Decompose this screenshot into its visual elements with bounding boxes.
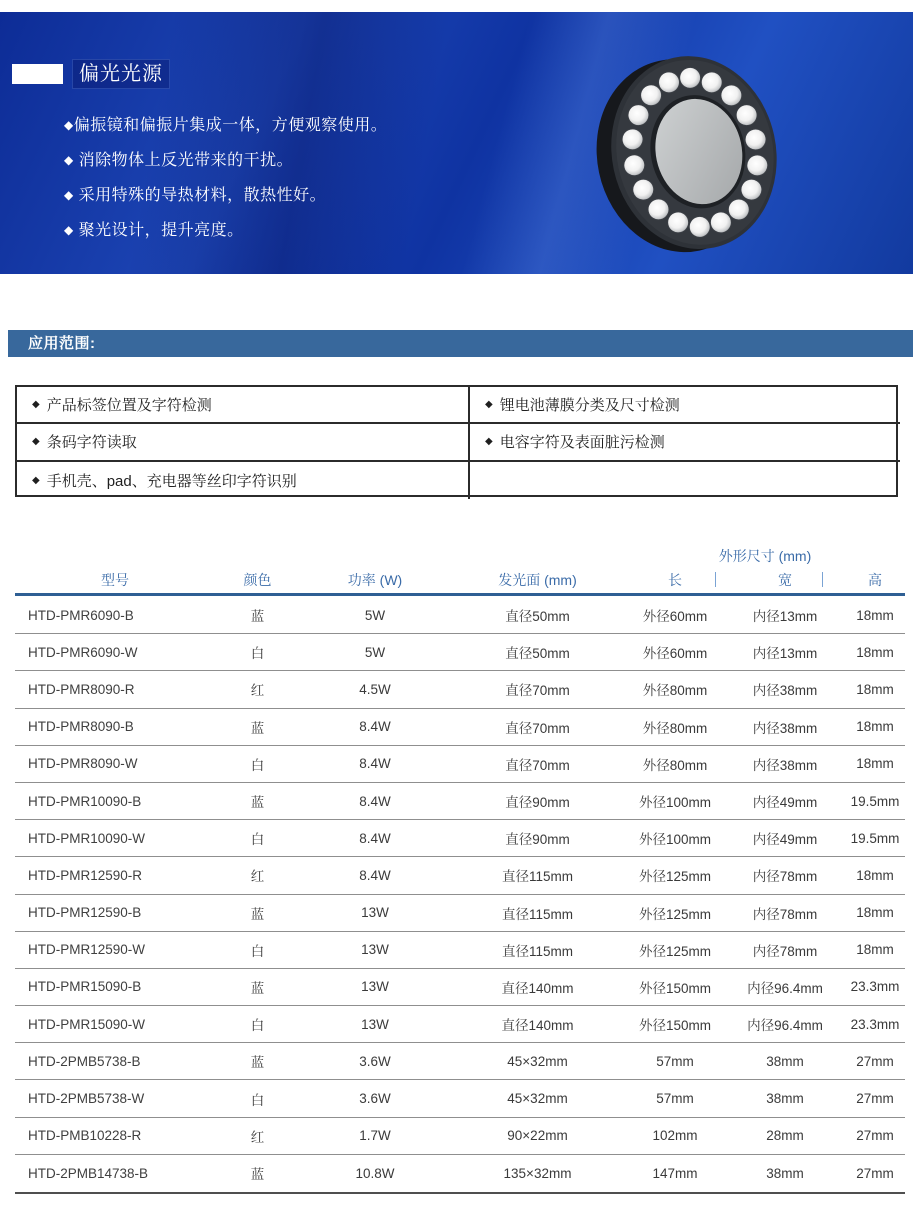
cell-width: 内径38mm [752, 757, 818, 773]
cell-height: 19.5mm [850, 830, 900, 846]
table-row [15, 597, 905, 634]
cell-length: 外径125mm [638, 906, 711, 922]
diamond-icon: ◆ [485, 399, 493, 411]
cell-height: 18mm [856, 756, 894, 772]
cell-surface: 直径90mm [505, 795, 570, 811]
cell-color: 蓝 [250, 980, 265, 996]
cell-power: 8.4W [359, 867, 391, 883]
cell-color: 白 [250, 1018, 265, 1034]
diamond-icon: ◆ [32, 436, 40, 448]
table-row [15, 709, 905, 746]
cell-surface: 直径115mm [501, 943, 573, 959]
cell-color: 红 [250, 1129, 265, 1145]
header-divider [822, 572, 823, 587]
cell-width: 内径38mm [752, 683, 818, 699]
cell-height: 18mm [856, 867, 894, 883]
cell-height: 23.3mm [850, 1016, 900, 1032]
cell-width: 内径13mm [752, 646, 818, 662]
cell-model: HTD-PMR15090-W [28, 1016, 146, 1032]
cell-length: 外径125mm [638, 869, 711, 885]
feature-list [64, 108, 387, 248]
cell-height: 27mm [856, 1165, 894, 1181]
cell-width: 38mm [766, 1091, 804, 1107]
table-row [15, 932, 905, 969]
table-row [15, 857, 905, 894]
header-rule [15, 593, 905, 596]
cell-power: 13W [361, 942, 389, 958]
diamond-icon: ◆ [32, 474, 40, 486]
feature-text: 消除物体上反光带来的干扰。 [73, 152, 294, 169]
cell-surface: 直径115mm [501, 869, 573, 885]
diamond-icon: ◆ [64, 118, 74, 132]
feature-item [64, 178, 387, 213]
cell-surface: 90×22mm [507, 1128, 568, 1144]
diamond-icon: ◆ [64, 223, 74, 237]
application-text: 产品标签位置及字符检测 [46, 397, 212, 415]
table-row [15, 820, 905, 857]
cell-surface: 直径70mm [505, 757, 570, 773]
application-cell [470, 387, 900, 424]
col-header-model: 型号 [101, 572, 129, 588]
cell-model: HTD-PMR8090-B [28, 719, 134, 735]
cell-model: HTD-PMR8090-W [28, 756, 138, 772]
cell-color: 白 [250, 943, 265, 959]
cell-power: 8.4W [359, 719, 391, 735]
table-row [15, 634, 905, 671]
cell-power: 5W [364, 644, 386, 660]
cell-length: 外径80mm [642, 683, 708, 699]
application-text: 锂电池薄膜分类及尺寸检测 [499, 397, 680, 415]
feature-item [64, 143, 387, 178]
cell-color: 蓝 [250, 1167, 265, 1183]
application-cell [470, 462, 900, 499]
ring-light-group [595, 48, 787, 258]
feature-item [64, 108, 387, 143]
cell-surface: 直径140mm [501, 1018, 574, 1034]
cell-height: 27mm [856, 1128, 894, 1144]
table-row [15, 1006, 905, 1043]
diamond-icon: ◆ [64, 188, 74, 202]
cell-width: 内径49mm [752, 832, 818, 848]
col-header-surface: 发光面 (mm) [498, 572, 577, 588]
col-header-height: 高 [868, 572, 882, 588]
cell-color: 蓝 [250, 720, 265, 736]
cell-power: 3.6W [359, 1091, 391, 1107]
feature-item [64, 213, 387, 248]
cell-model: HTD-PMR12590-R [28, 867, 143, 883]
col-header-width: 宽 [778, 572, 792, 588]
cell-length: 外径100mm [638, 832, 711, 848]
application-cell [17, 424, 470, 461]
cell-model: HTD-PMR15090-B [28, 979, 142, 995]
cell-length: 外径80mm [642, 757, 708, 773]
table-row [15, 1043, 905, 1080]
cell-power: 10.8W [355, 1165, 395, 1181]
cell-model: HTD-2PMB14738-B [28, 1165, 149, 1181]
cell-width: 内径78mm [752, 943, 818, 959]
cell-width: 内径96.4mm [747, 1018, 823, 1034]
cell-color: 白 [250, 1092, 265, 1108]
cell-height: 18mm [856, 607, 894, 623]
cell-height: 18mm [856, 905, 894, 921]
cell-width: 内径78mm [752, 869, 818, 885]
cell-length: 57mm [656, 1053, 694, 1069]
cell-power: 3.6W [359, 1053, 391, 1069]
cell-model: HTD-PMR12590-W [28, 942, 146, 958]
cell-surface: 直径70mm [505, 720, 570, 736]
cell-width: 内径78mm [752, 906, 818, 922]
cell-length: 外径60mm [642, 609, 708, 625]
application-text: 手机壳、pad、充电器等丝印字符识别 [46, 472, 297, 490]
cell-length: 102mm [652, 1128, 698, 1144]
application-text: 条码字符读取 [46, 434, 137, 452]
cell-height: 27mm [856, 1053, 894, 1069]
applications-section-header: 应用范围: [8, 330, 913, 357]
table-row [15, 969, 905, 1006]
application-cell [470, 424, 900, 461]
cell-model: HTD-PMR6090-W [28, 644, 138, 660]
header-divider [715, 572, 716, 587]
cell-color: 蓝 [250, 1055, 265, 1071]
cell-surface: 直径115mm [501, 906, 573, 922]
table-row [15, 746, 905, 783]
cell-width: 38mm [766, 1053, 804, 1069]
cell-color: 白 [250, 646, 265, 662]
cell-length: 外径150mm [638, 1018, 711, 1034]
cell-surface: 直径140mm [501, 980, 574, 996]
col-header-length: 长 [668, 572, 682, 588]
col-header-power: 功率 (W) [347, 572, 403, 588]
cell-model: HTD-PMR8090-R [28, 681, 135, 697]
table-row [15, 1118, 905, 1155]
feature-text: 偏振镜和偏振片集成一体，方便观察使用。 [73, 117, 388, 134]
cell-power: 13W [361, 1016, 389, 1032]
cell-color: 红 [250, 683, 265, 699]
cell-height: 18mm [856, 719, 894, 735]
table-row [15, 671, 905, 708]
col-header-color: 颜色 [243, 572, 272, 588]
cell-color: 白 [250, 832, 265, 848]
cell-model: HTD-PMR10090-B [28, 793, 142, 809]
cell-width: 内径13mm [752, 609, 818, 625]
applications-table [15, 385, 898, 497]
cell-length: 外径150mm [638, 980, 711, 996]
cell-surface: 直径70mm [505, 683, 570, 699]
cell-length: 外径80mm [642, 720, 708, 736]
cell-length: 外径125mm [638, 943, 711, 959]
cell-length: 外径60mm [642, 646, 708, 662]
diamond-icon: ◆ [32, 399, 40, 411]
cell-power: 1.7W [359, 1128, 391, 1144]
cell-model: HTD-PMR6090-B [28, 607, 134, 623]
cell-length: 57mm [656, 1091, 694, 1107]
cell-surface: 45×32mm [507, 1091, 568, 1107]
cell-height: 23.3mm [850, 979, 900, 995]
cell-color: 红 [250, 869, 265, 885]
spec-table-header-row [15, 570, 905, 590]
cell-length: 147mm [652, 1165, 698, 1181]
cell-model: HTD-2PMB5738-W [28, 1091, 145, 1107]
cell-power: 5W [364, 607, 386, 623]
table-row [15, 895, 905, 932]
cell-model: HTD-PMR10090-W [28, 830, 146, 846]
dimension-group-header: 外形尺寸 (mm) [718, 548, 812, 564]
cell-power: 13W [361, 905, 389, 921]
cell-model: HTD-PMB10228-R [28, 1128, 142, 1144]
diamond-icon: ◆ [485, 436, 493, 448]
cell-power: 8.4W [359, 756, 391, 772]
cell-model: HTD-2PMB5738-B [28, 1053, 141, 1069]
cell-power: 8.4W [359, 830, 391, 846]
banner-white-chip [12, 64, 63, 84]
page-title: 偏光光源 [72, 59, 170, 89]
diamond-icon: ◆ [64, 153, 74, 167]
cell-height: 18mm [856, 681, 894, 697]
cell-height: 18mm [856, 644, 894, 660]
cell-power: 8.4W [359, 793, 391, 809]
cell-surface: 直径50mm [505, 609, 570, 625]
ring-light-product-image [595, 48, 787, 258]
cell-power: 13W [361, 979, 389, 995]
product-banner [0, 12, 913, 274]
cell-color: 白 [250, 757, 265, 773]
cell-width: 内径49mm [752, 795, 818, 811]
cell-color: 蓝 [250, 609, 265, 625]
application-cell [17, 387, 470, 424]
cell-model: HTD-PMR12590-B [28, 905, 142, 921]
feature-text: 采用特殊的导热材料，散热性好。 [73, 187, 327, 204]
cell-height: 19.5mm [850, 793, 900, 809]
cell-surface: 135×32mm [503, 1165, 572, 1181]
spec-table-body [15, 597, 905, 1194]
cell-surface: 直径50mm [505, 646, 570, 662]
application-text: 电容字符及表面脏污检测 [499, 434, 665, 452]
cell-color: 蓝 [250, 795, 265, 811]
cell-height: 27mm [856, 1091, 894, 1107]
table-row [15, 1155, 905, 1192]
cell-length: 外径100mm [638, 795, 711, 811]
cell-width: 内径96.4mm [747, 980, 823, 996]
table-row [15, 783, 905, 820]
cell-width: 内径38mm [752, 720, 818, 736]
cell-width: 28mm [766, 1128, 804, 1144]
application-cell [17, 462, 470, 499]
cell-surface: 45×32mm [507, 1053, 568, 1069]
cell-height: 18mm [856, 942, 894, 958]
cell-surface: 直径90mm [505, 832, 570, 848]
cell-color: 蓝 [250, 906, 265, 922]
cell-width: 38mm [766, 1165, 804, 1181]
table-row [15, 1080, 905, 1117]
cell-power: 4.5W [359, 681, 391, 697]
feature-text: 聚光设计，提升亮度。 [73, 222, 244, 239]
